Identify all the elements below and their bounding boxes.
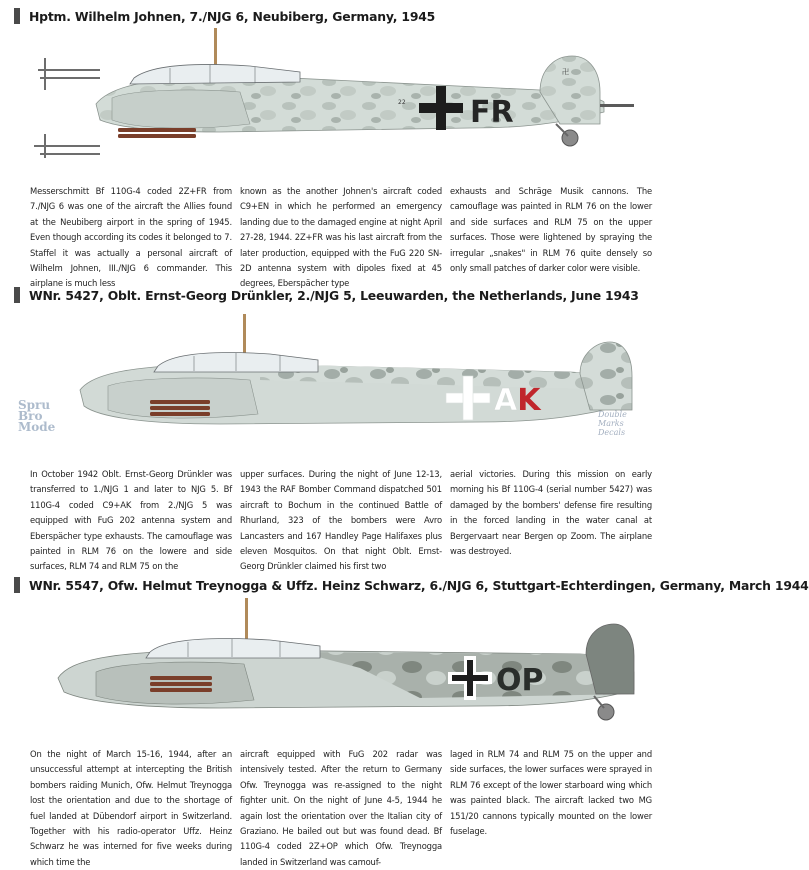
profile-heading [14, 285, 639, 305]
description-column-1: Messerschmitt Bf 110G-4 coded 2Z+FR from 7./NJG 6 was one of the aircraft the Allies found at the Neubiberg airport in the spring of 1945. Even though according its codes it belonged to 7. Staffel it was actually a personal aircraft of Wilhelm Johnen, III./NJG 6 commander. This airplane is much less [30, 186, 232, 289]
description-columns [30, 467, 652, 575]
profile-title: Hptm. Wilhelm Johnen, 7./NJG 6, Neubiberg, Germany, 1945 [29, 8, 436, 24]
aircraft-profile-johnen [0, 28, 671, 158]
exhaust-pipes [150, 676, 212, 692]
profile-title: WNr. 5427, Oblt. Ernst-Georg Drünkler, 2./NJG 5, Leeuwarden, the Netherlands, June 1943 [29, 287, 639, 303]
description-column-2: known as the another Johnen's aircraft coded C9+EN in which he performed an emergency landing due to the damaged engine at night April 27-28, 1944. 2Z+FR was his last aircraft from the later production, equipped with the FuG 220 SN-2D antenna system with dipoles fixed at 45 degrees, Eberspächer type [240, 186, 442, 289]
description-columns [30, 747, 652, 870]
unit-code-letters: AK [494, 383, 541, 418]
description-columns [30, 184, 652, 292]
exhaust-pipes [118, 128, 196, 138]
svg-text:卍: 卍 [562, 68, 569, 76]
exhaust-pipes [150, 400, 210, 416]
watermark-left: Spru Bro Mode [18, 398, 56, 434]
description-column-1: On the night of March 15-16, 1944, after an unsuccessful attempt at intercepting the British bombers raiding Munich, Ofw. Helmut Treynogga lost the orientation and due to the shortage of fuel landed at Dübendorf airport in Switzerland. Together with his radio-operator Uffz. Heinz Schwarz he was interned for five weeks during which time the [30, 749, 232, 867]
description-column-3: exhausts and Schräge Musik cannons. The camouflage was painted in RLM 76 on the lower and side surfaces and RLM 75 on the upper surfaces. Those were lightened by spraying the irregular „snakes" in RLM 76 quite densely so only small patches of darker color were visible. [450, 186, 652, 274]
tail-fin [580, 342, 632, 410]
description-column-3: aerial victories. During this mission on early morning his Bf 110G-4 (serial number 5427) was damaged by the bombers' defense fire resulting in the forced landing in the water canal at Bergervaart near Bergen op Zoom. The airplane was destroyed. [450, 469, 652, 557]
canopy [130, 65, 300, 85]
description-column-1: In October 1942 Oblt. Ernst-Georg Drünkler was transferred to 1./NJG 1 and later to NJG 5. Bf 110G-4 coded C9+AK from 2./NJG 5 was equipped with FuG 202 antenna system and Eberspächer type exhausts. The camouflage was painted in RLM 76 on the lowere and side surfaces, RLM 74 and RLM 75 on the [30, 469, 232, 572]
profile-title: WNr. 5547, Ofw. Helmut Treynogga & Uffz. Heinz Schwarz, 6./NJG 6, Stuttgart-Echterdingen, Germany, March 1944 [29, 577, 809, 593]
heading-bar [14, 8, 20, 24]
profile-heading [14, 575, 809, 595]
engine-nacelle [112, 90, 250, 128]
watermark-right: Double Marks Decals [598, 410, 627, 437]
description-column-2: aircraft equipped with FuG 202 radar was intensively tested. After the return to Germany Ofw. Treynogga was re-assigned to the night fighter unit. On the night of June 4-5, 1944 he again lost the orientation over the Italian city of Graziano. He bailed out but was found dead. Bf 110G-4 coded 2Z+OP which Ofw. Treynogga landed in Switzerland was camouf- [240, 749, 442, 867]
aircraft-profile-druenkler [0, 314, 671, 454]
heading-bar [14, 577, 20, 593]
heading-bar [14, 287, 20, 303]
small-code: 22 [398, 99, 406, 106]
tail-fin [586, 624, 634, 694]
unit-code-letters: FR [470, 95, 514, 130]
canopy [146, 639, 320, 659]
unit-code-letters: OP [496, 663, 544, 698]
aircraft-profile-treynogga [0, 598, 671, 738]
profile-heading [14, 6, 435, 26]
description-column-3: laged in RLM 74 and RLM 75 on the upper and side surfaces, the lower surfaces were sprayed in RLM 76 except of the lower starboard wing which was painted black. The aircraft lacked two MG 151/20 cannons typically mounted on the lower fuselage. [450, 749, 652, 837]
description-column-2: upper surfaces. During the night of June 12-13, 1943 the RAF Bomber Command dispatched 501 aircraft to Bochum in the continued Battle of Rhurland, 323 of the bombers were Avro Lancasters and 167 Handley Page Halifaxes plus eleven Mosquitos. On that night Oblt. Ernst-Georg Drünkler claimed his first two [240, 469, 442, 572]
